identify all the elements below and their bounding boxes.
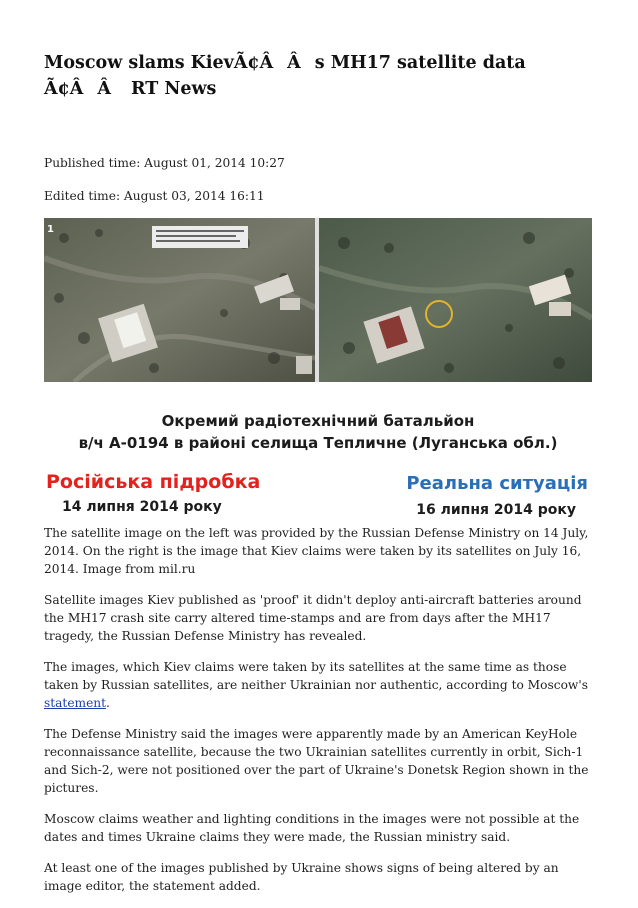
published-time: Published time: August 01, 2014 10:27 [44,156,285,170]
edited-time: Edited time: August 03, 2014 16:11 [44,189,265,203]
body-paragraph-3: The Defense Ministry said the images were apparently made by an American KeyHole reconnaissance satellite, because the two Ukrainian satellites currently in orbit, Sich-1 and Sich-2, were not positioned over the part of Ukraine's Donetsk Region shown in the pictures. [44,727,589,795]
satellite-comparison-figure [44,218,592,520]
body-paragraph-1: Satellite images Kiev published as 'proof' it didn't deploy anti-aircraft batteries around the MH17 crash site carry altered time-stamps and are from days after the MH17 tragedy, the Russian Defense Ministry has revealed. [44,593,582,643]
body-paragraph-5: At least one of the images published by Ukraine shows signs of being altered by an image editor, the statement added. [44,861,559,893]
satellite-image-left [44,218,315,382]
right-image-label: Реальна ситуація [406,473,588,494]
paragraph-text: The images, which Kiev claims were taken by its satellites at the same time as those taken by Russian satellites, are neither Ukrainian nor authentic, according to Moscow's [44,660,588,692]
body-paragraph-2 [44,658,596,712]
article-title: Moscow slams KievÃ¢ÂÂs MH17 satellite data Ã¢ÂÂ RT News [44,53,526,99]
figure-caption-banner [44,382,592,520]
image-caption-paragraph: The satellite image on the left was provided by the Russian Defense Ministry on 14 July, 2014. On the right is the image that Kiev claims were taken by its satellites on July 16, 2014. Image from mil.ru [44,526,589,576]
statement-link[interactable]: statement [44,696,107,710]
paragraph-text-end: . [106,696,110,710]
article-body [44,524,596,908]
svg-text:1: 1 [47,224,54,235]
right-image-date: 16 липня 2014 року [416,502,576,518]
satellite-image-right [319,218,592,382]
body-paragraph-4: Moscow claims weather and lighting conditions in the images were not possible at the dates and times Ukraine claims they were made, the Russian ministry said. [44,812,580,844]
left-image-date: 14 липня 2014 року [62,499,222,515]
unit-name-line: Окремий радіотехнічний батальйон [161,412,475,430]
unit-location-line: в/ч А-0194 в районі селища Тепличне (Луганська обл.) [78,434,558,452]
left-image-time [62,519,209,520]
left-image-label: Російська підробка [46,471,261,493]
